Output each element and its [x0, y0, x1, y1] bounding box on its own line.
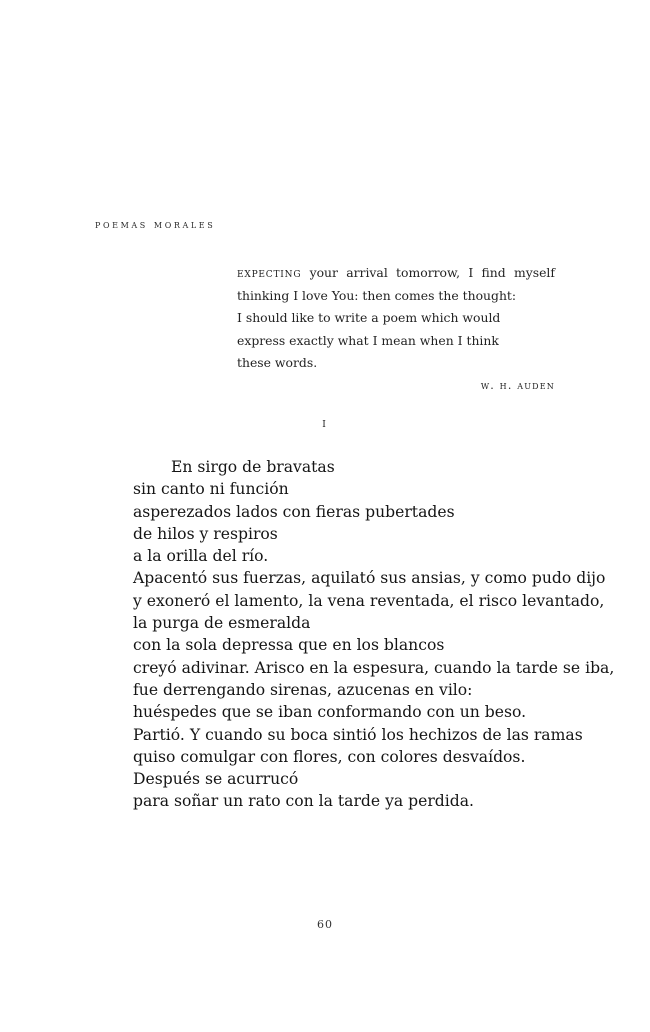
epigraph-lead-word: expecting	[237, 265, 302, 280]
epigraph	[237, 262, 555, 397]
section-title: poemas morales	[95, 218, 216, 231]
poem-line: de hilos y respiros	[133, 524, 278, 543]
epigraph-attribution: w. h. auden	[480, 378, 555, 392]
poem-line: y exoneró el lamento, la vena reventada, el risco levantado,	[133, 591, 605, 610]
section-number: i	[322, 416, 326, 431]
poem-line: la purga de esmeralda	[133, 614, 311, 633]
poem-line: asperezados lados con fieras pubertades	[133, 502, 455, 521]
poem-line: creyó adivinar. Arisco en la espesura, cuando la tarde se iba,	[133, 658, 615, 677]
epigraph-line: I should like to write a poem which would	[237, 310, 501, 325]
poem-line: a la orilla del río.	[133, 547, 269, 566]
poem-line: Apacentó sus fuerzas, aquilató sus ansias, y como pudo dijo	[133, 569, 606, 588]
epigraph-line	[237, 262, 555, 285]
poem-line: En sirgo de bravatas	[171, 458, 335, 476]
poem-line: huéspedes que se iban conformando con un beso.	[133, 703, 527, 722]
poem-line: sin canto ni función	[133, 480, 289, 499]
epigraph-line: express exactly what I mean when I think	[237, 332, 499, 348]
poem-line: Partió. Y cuando su boca sintió los hechizos de las ramas	[133, 725, 583, 744]
poem-line: Después se acurrucó	[133, 770, 299, 789]
epigraph-first-line: your arrival tomorrow, I find myself	[309, 265, 555, 280]
epigraph-line: these words.	[237, 355, 318, 370]
page-number: 60	[317, 918, 333, 931]
poem-line: quiso comulgar con flores, con colores desvaídos.	[133, 747, 526, 766]
poem-line: con la sola depressa que en los blancos	[133, 636, 445, 655]
poem-line: fue derrengando sirenas, azucenas en vilo:	[133, 680, 473, 699]
epigraph-line: thinking I love You: then comes the thought:	[237, 287, 517, 303]
poem-line: para soñar un rato con la tarde ya perdida.	[133, 792, 475, 811]
poem	[133, 456, 614, 813]
